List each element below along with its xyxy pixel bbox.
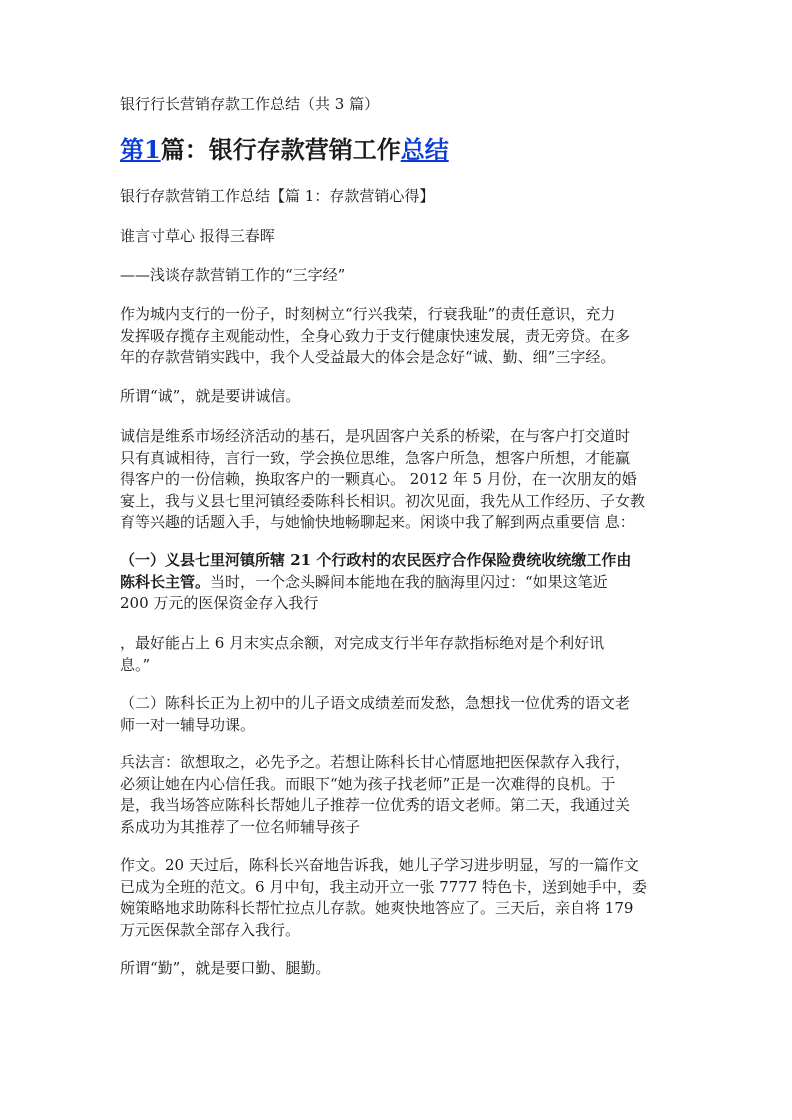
text-line: ，最好能占上 6 月末实点余额，对完成支行半年存款指标绝对是个利好讯 (120, 634, 605, 652)
essay-subtitle-paragraph (120, 265, 680, 287)
strategy-paragraph (120, 752, 680, 838)
text-line: 宴上，我与义县七里河镇经委陈科长相识。初次见面，我先从工作经历、子女教 (120, 491, 646, 510)
text-line: （二）陈科长正为上初中的儿子语文成绩差而发愁，急想找一位优秀的语文老 (120, 694, 631, 712)
text-line: 婉策略地求助陈科长帮忙拉点儿存款。她爽快地答应了。三天后，亲自将 179 (120, 899, 634, 917)
text-line: 年的存款营销实践中，我个人受益最大的体会是念好“诚、勤、细”三字经。 (120, 348, 616, 366)
intro-paragraph (120, 304, 680, 369)
text-line: 万元医保款全部存入我行。 (120, 920, 301, 939)
text-line: ——浅谈存款营销工作的“三字经” (120, 266, 346, 284)
text-line: 是，我当场答应陈科长帮她儿子推荐一位优秀的语文老师。第二天，我通过关 (120, 796, 631, 814)
continuation-paragraph (120, 633, 680, 676)
result-paragraph (120, 855, 680, 941)
text-line: 作文。20 天过后，陈科长兴奋地告诉我，她儿子学习进步明显，写的一篇作文 (120, 856, 639, 874)
text-line: 发挥吸存揽存主观能动性，全身心致力于支行健康快速发展，责无旁贷。在多 (120, 326, 631, 345)
text-line: 兵法言：欲想取之，必先予之。若想让陈科长甘心情愿地把医保款存入我行， (120, 753, 631, 771)
text-line: 200 万元的医保资金存入我行 (120, 594, 319, 612)
point-one-paragraph (120, 550, 680, 615)
text-line: 谁言寸草心 报得三春晖 (120, 227, 275, 245)
text-line: 已成为全班的范文。6 月中旬，我主动开立一张 7777 特色卡，送到她手中，委 (120, 877, 648, 896)
text-line: 诚信是维系市场经济活动的基石，是巩固客户关系的桥梁，在与客户打交道时 (120, 427, 631, 445)
text-line: 所谓“勤”，就是要口勤、腿勤。 (120, 959, 331, 977)
summary-link[interactable]: 总结 (400, 135, 449, 164)
text-line: 作为城内支行的一份子，时刻树立“行兴我荣，行衰我耻”的责任意识，充力 (120, 305, 616, 323)
document-header: 银行行长营销存款工作总结（共 3 篇） (120, 95, 380, 113)
chapter-title-text: 篇：银行存款营销工作 (160, 135, 401, 164)
integrity-paragraph (120, 426, 680, 534)
text-line: 只有真诚相待，言行一致，学会换位思维，急客户所急，想客户所想，才能赢 (120, 448, 631, 467)
text-line: 必须让她在内心信任我。而眼下“她为孩子找老师”正是一次难得的良机。于 (120, 774, 616, 793)
cheng-heading-paragraph (120, 386, 680, 408)
text-line: 息。” (120, 655, 151, 674)
qin-heading-paragraph (120, 958, 680, 980)
text-line: 银行存款营销工作总结【篇 1：存款营销心得】 (120, 187, 435, 205)
poem-line-paragraph (120, 226, 680, 248)
subtitle-paragraph (120, 186, 680, 208)
text-segment-bold: 陈科长主管。 (120, 572, 211, 591)
text-line: 育等兴趣的话题入手，与她愉快地畅聊起来。闲谈中我了解到两点重要信 息： (120, 513, 635, 531)
chapter-title (120, 133, 449, 167)
text-segment: 当时，一个念头瞬间本能地在我的脑海里闪过：“如果这笔近 (210, 572, 608, 591)
point-two-paragraph (120, 693, 680, 736)
text-line: 系成功为其推荐了一位名师辅导孩子 (120, 817, 361, 836)
chapter-number-link[interactable]: 第1 (120, 135, 161, 164)
text-line: （一）义县七里河镇所辖 21 个行政村的农民医疗合作保险费统收统缴工作由 (120, 551, 632, 569)
text-line: 得客户的一份信赖，换取客户的一颗真心。 2012 年 5 月份，在一次朋友的婚 (120, 470, 637, 488)
text-line: 师一对一辅导功课。 (120, 715, 256, 734)
text-line: 所谓“诚”，就是要讲诚信。 (120, 387, 301, 405)
